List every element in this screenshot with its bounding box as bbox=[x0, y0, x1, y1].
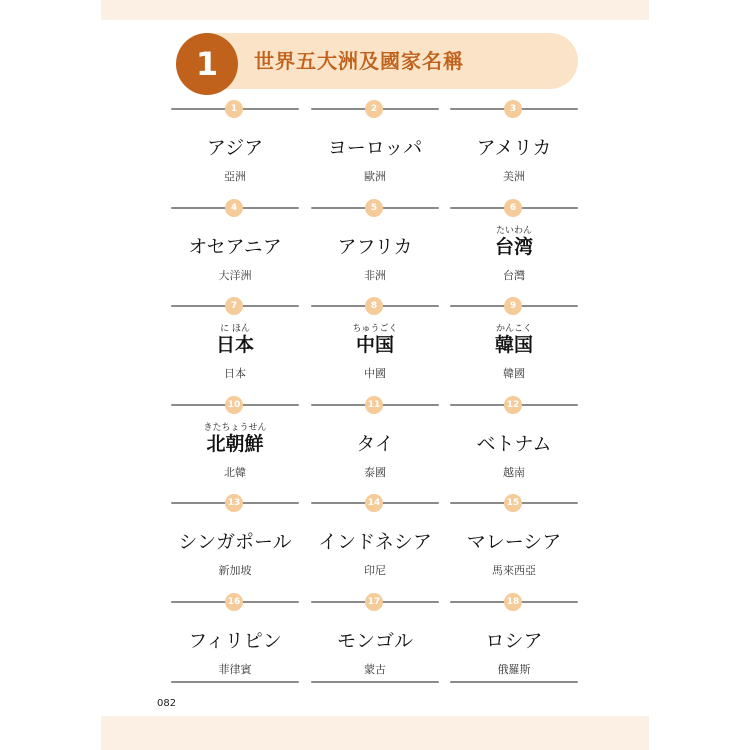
divider-line bbox=[311, 681, 439, 683]
top-band bbox=[101, 0, 649, 20]
chinese-translation: 美洲 bbox=[503, 170, 525, 183]
japanese-word: ヨーロッパ bbox=[327, 137, 423, 159]
chinese-translation: 新加坡 bbox=[218, 564, 252, 577]
japanese-word: 北朝鮮 bbox=[206, 432, 264, 455]
chapter-number: 1 bbox=[176, 33, 238, 95]
vocab-card bbox=[171, 98, 299, 196]
japanese-word: アフリカ bbox=[337, 235, 413, 258]
chinese-translation: 韓國 bbox=[503, 367, 525, 380]
chinese-translation: 越南 bbox=[503, 465, 525, 479]
vocab-card bbox=[450, 591, 578, 689]
vocab-card bbox=[171, 394, 299, 492]
japanese-word: ロシア bbox=[485, 629, 543, 652]
japanese-word: マレーシア bbox=[466, 531, 562, 553]
bottom-band bbox=[101, 716, 649, 750]
vocab-card bbox=[311, 98, 439, 196]
chinese-translation: 歐洲 bbox=[364, 170, 386, 183]
japanese-word: オセアニア bbox=[188, 235, 282, 258]
divider-line bbox=[171, 681, 299, 683]
japanese-word: インドネシア bbox=[318, 531, 432, 553]
japanese-word: 韓国 bbox=[494, 334, 533, 356]
vocab-card bbox=[311, 492, 439, 590]
item-number-badge: 13 bbox=[225, 494, 243, 512]
chinese-translation: 北韓 bbox=[224, 465, 246, 479]
japanese-word: フィリピン bbox=[188, 629, 282, 652]
item-number-badge: 2 bbox=[365, 100, 383, 118]
item-number-badge: 11 bbox=[365, 396, 383, 414]
item-number-badge: 14 bbox=[365, 494, 383, 512]
vocab-card bbox=[450, 394, 578, 492]
japanese-word: シンガポール bbox=[178, 531, 292, 553]
item-number-badge: 6 bbox=[504, 199, 522, 217]
japanese-word: モンゴル bbox=[336, 629, 413, 652]
japanese-word: タイ bbox=[356, 432, 394, 455]
item-number-badge: 8 bbox=[365, 297, 383, 315]
vocab-card bbox=[311, 197, 439, 295]
japanese-word: ベトナム bbox=[476, 432, 552, 455]
vocab-card bbox=[450, 197, 578, 295]
page-number: 082 bbox=[157, 698, 177, 709]
furigana: ちゅうごく bbox=[352, 324, 398, 334]
chinese-translation: 非洲 bbox=[364, 268, 386, 282]
chinese-translation: 台灣 bbox=[503, 268, 525, 282]
chinese-translation: 中國 bbox=[364, 367, 386, 380]
chinese-translation: 泰國 bbox=[364, 465, 386, 479]
item-number-badge: 1 bbox=[225, 100, 243, 118]
item-number-badge: 15 bbox=[504, 494, 522, 512]
chinese-translation: 蒙古 bbox=[364, 662, 386, 676]
item-number-badge: 9 bbox=[504, 297, 522, 315]
chinese-translation: 大洋洲 bbox=[218, 268, 252, 282]
chinese-translation: 印尼 bbox=[364, 564, 386, 577]
japanese-word: 台湾 bbox=[494, 235, 533, 258]
vocab-card bbox=[450, 98, 578, 196]
vocab-card bbox=[171, 295, 299, 393]
item-number-badge: 4 bbox=[225, 199, 243, 217]
furigana: かんこく bbox=[495, 324, 532, 334]
vocab-card bbox=[450, 492, 578, 590]
chinese-translation: 馬來西亞 bbox=[492, 564, 536, 577]
vocab-card bbox=[311, 591, 439, 689]
chapter-title: 世界五大洲及國家名稱 bbox=[254, 49, 464, 73]
japanese-word: アメリカ bbox=[476, 137, 552, 159]
furigana: に ほん bbox=[220, 324, 250, 334]
divider-line bbox=[450, 681, 578, 683]
vocab-card bbox=[171, 492, 299, 590]
vocab-card bbox=[311, 295, 439, 393]
japanese-word: アジア bbox=[206, 137, 264, 159]
vocab-card bbox=[171, 591, 299, 689]
item-number-badge: 7 bbox=[225, 297, 243, 315]
vocab-card bbox=[311, 394, 439, 492]
item-number-badge: 12 bbox=[504, 396, 522, 414]
chinese-translation: 菲律賓 bbox=[218, 662, 252, 676]
vocab-card bbox=[450, 295, 578, 393]
japanese-word: 中国 bbox=[355, 334, 394, 356]
chinese-translation: 亞洲 bbox=[224, 170, 246, 183]
furigana: たいわん bbox=[495, 225, 532, 236]
item-number-badge: 16 bbox=[225, 593, 243, 611]
japanese-word: 日本 bbox=[215, 334, 254, 356]
chinese-translation: 日本 bbox=[224, 367, 246, 380]
item-number-badge: 10 bbox=[225, 396, 243, 414]
chinese-translation: 俄羅斯 bbox=[497, 662, 531, 676]
item-number-badge: 17 bbox=[365, 593, 383, 611]
item-number-badge: 5 bbox=[365, 199, 383, 217]
item-number-badge: 3 bbox=[504, 100, 522, 118]
item-number-badge: 18 bbox=[504, 593, 522, 611]
furigana: きたちょうせん bbox=[203, 422, 267, 433]
vocab-card bbox=[171, 197, 299, 295]
